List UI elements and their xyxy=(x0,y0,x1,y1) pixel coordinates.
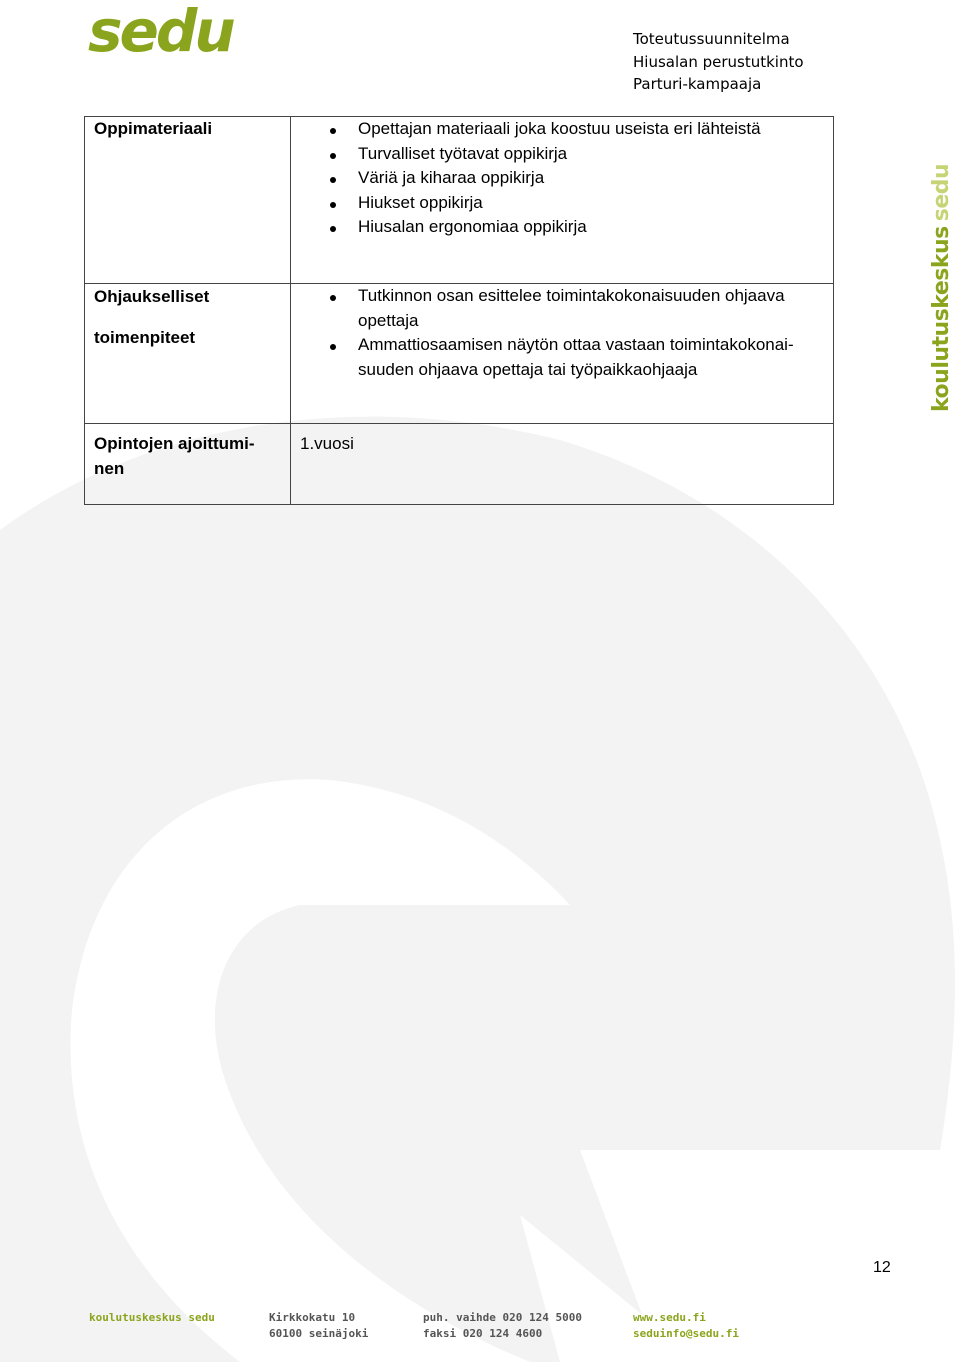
table-row-guidance xyxy=(85,284,834,424)
footer-phone-number: puh. vaihde 020 124 5000 xyxy=(423,1311,582,1324)
document-header xyxy=(633,28,804,96)
vertical-brand-sedu: sedu xyxy=(929,163,954,222)
row-label-cell xyxy=(85,117,291,284)
row-content-cell xyxy=(291,424,834,505)
bullet-icon xyxy=(330,128,336,134)
row-label-cell xyxy=(85,284,291,424)
list-item: Opettajan materiaali joka koostuu useista eri lähteistä xyxy=(291,117,833,142)
row-label-guidance-line2: toimenpiteet xyxy=(94,327,196,347)
logo-text: sedu xyxy=(88,0,233,65)
implementation-plan-table xyxy=(84,116,834,505)
row-label-cell xyxy=(85,424,291,505)
footer-fax-number: faksi 020 124 4600 xyxy=(423,1327,543,1340)
bullet-icon xyxy=(330,344,336,350)
timing-value: 1.vuosi xyxy=(300,434,354,453)
table-row-timing xyxy=(85,424,834,505)
footer-website-link[interactable]: www.sedu.fi xyxy=(633,1311,706,1324)
footer-brand xyxy=(89,1310,215,1326)
guidance-list xyxy=(291,284,833,382)
list-item: Hiusalan ergonomiaa oppikirja xyxy=(291,215,833,240)
footer-city: 60100 seinäjoki xyxy=(269,1327,369,1340)
list-item: Tutkinnon osan esittelee toimintakokonaisuuden ohjaava opettaja xyxy=(291,284,833,333)
bullet-icon xyxy=(330,177,336,183)
header-document-type: Toteutussuunnitelma xyxy=(633,30,790,48)
header-qualification: Parturi-kampaaja xyxy=(633,75,762,93)
footer-phone xyxy=(423,1310,582,1342)
list-item: Väriä ja kiharaa oppikirja xyxy=(291,166,833,191)
footer-email-link[interactable]: seduinfo@sedu.fi xyxy=(633,1327,739,1340)
row-label-guidance-line1: Ohjaukselliset xyxy=(94,287,210,306)
vertical-brand-mark xyxy=(930,164,954,412)
materials-list xyxy=(291,117,833,240)
sedu-logo xyxy=(88,0,233,65)
list-item: Ammattiosaamisen näytön ottaa vastaan toimintakokonai-suuden ohjaava opettaja tai työpaikkaohjaaja xyxy=(291,333,833,382)
row-content-cell xyxy=(291,284,834,424)
footer-brand-text: koulutuskeskus sedu xyxy=(89,1311,215,1324)
footer-street: Kirkkokatu 10 xyxy=(269,1311,356,1324)
table-row-materials xyxy=(85,117,834,284)
bullet-icon xyxy=(330,295,336,301)
footer-web xyxy=(633,1310,739,1342)
vertical-brand-koulutuskeskus: koulutuskeskus xyxy=(929,226,954,412)
list-item: Turvalliset työtavat oppikirja xyxy=(291,142,833,167)
row-label-timing: Opintojen ajoittumi-nen xyxy=(94,434,255,478)
bullet-icon xyxy=(330,153,336,159)
header-degree: Hiusalan perustutkinto xyxy=(633,52,804,71)
bullet-icon xyxy=(330,226,336,232)
row-label-materials: Oppimateriaali xyxy=(94,119,213,138)
bullet-icon xyxy=(330,202,336,208)
footer-address xyxy=(269,1310,368,1342)
page-number: 12 xyxy=(873,1259,891,1276)
row-content-cell xyxy=(291,117,834,284)
list-item: Hiukset oppikirja xyxy=(291,191,833,216)
